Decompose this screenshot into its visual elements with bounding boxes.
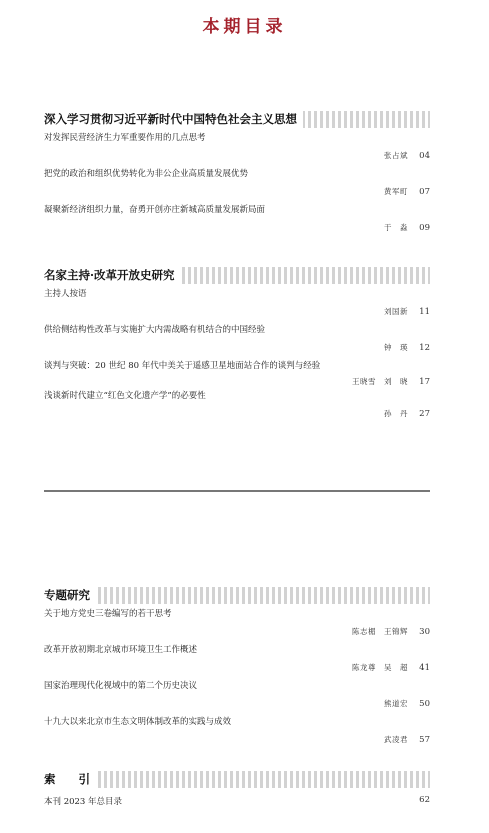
article-page: 07 — [419, 187, 430, 197]
article-item[interactable] — [44, 324, 430, 360]
article-title: 国家治理现代化视域中的第二个历史决议 — [44, 681, 198, 691]
article-author: 陈志楣 王锦辉 — [352, 627, 408, 636]
article-author: 孙 丹 — [384, 409, 408, 418]
article-author: 黄军町 — [384, 187, 408, 196]
article-title: 关于地方党史三卷编写的若干思考 — [44, 609, 172, 619]
article-author: 刘国新 — [384, 307, 408, 316]
article-page: 04 — [419, 151, 430, 161]
article-author: 武凌君 — [384, 735, 408, 744]
article-item[interactable] — [44, 680, 430, 716]
article-author: 熊道宏 — [384, 699, 408, 708]
article-page: 17 — [419, 377, 430, 387]
article-page: 57 — [419, 735, 430, 745]
article-item[interactable] — [44, 644, 430, 680]
section-special-research — [44, 587, 430, 752]
article-item[interactable] — [44, 132, 430, 168]
article-page: 12 — [419, 343, 430, 353]
article-title: 把党的政治和组织优势转化为非公企业高质量发展优势 — [44, 169, 249, 179]
article-page: 41 — [419, 663, 430, 673]
article-page: 09 — [419, 223, 430, 233]
section-heading: 索 引 — [44, 771, 430, 788]
section-divider — [44, 490, 430, 492]
article-title: 十九大以来北京市生态文明体制改革的实践与成效 — [44, 717, 232, 727]
page-title: 本期目录 — [202, 17, 287, 37]
section-heading: 专题研究 — [44, 587, 430, 604]
article-author: 陈龙尊 吴 超 — [352, 663, 408, 672]
article-author: 钟 瑛 — [384, 343, 408, 352]
article-title: 供给侧结构性改革与实施扩大内需战略有机结合的中国经验 — [44, 325, 266, 335]
article-item[interactable] — [44, 716, 430, 752]
article-title: 凝聚新经济组织力量，奋勇开创亦庄新城高质量发展新局面 — [44, 205, 266, 215]
article-author: 张占斌 — [384, 151, 408, 160]
article-page: 30 — [419, 627, 430, 637]
article-item[interactable] — [44, 608, 430, 644]
article-title: 谈判与突破：20 世纪 80 年代中美关于遥感卫星地面站合作的谈判与经验 — [44, 361, 321, 371]
article-title: 浅谈新时代建立“红色文化遗产学”的必要性 — [44, 391, 206, 401]
article-title: 对发挥民营经济生力军重要作用的几点思考 — [44, 133, 206, 143]
index-page: 62 — [419, 795, 430, 805]
section-heading: 深入学习贯彻习近平新时代中国特色社会主义思想 — [44, 111, 430, 128]
article-page: 50 — [419, 699, 430, 709]
article-title: 改革开放初期北京城市环境卫生工作概述 — [44, 645, 198, 655]
article-item[interactable] — [44, 168, 430, 204]
article-title: 主持人按语 — [44, 289, 87, 299]
article-item[interactable] — [44, 360, 430, 390]
index-title: 本刊 2023 年总目录 — [44, 797, 123, 807]
section-ideology — [44, 111, 430, 240]
article-author: 于 淼 — [384, 223, 408, 232]
section-index — [44, 771, 430, 808]
index-item[interactable] — [44, 794, 430, 808]
article-item[interactable] — [44, 204, 430, 240]
section-heading: 名家主持·改革开放史研究 — [44, 267, 430, 284]
section-reform-history — [44, 267, 430, 426]
article-item[interactable] — [44, 288, 430, 324]
article-page: 27 — [419, 409, 430, 419]
article-item[interactable] — [44, 390, 430, 426]
article-page: 11 — [419, 307, 430, 317]
article-author: 王晓雪 刘 晓 — [352, 377, 408, 386]
